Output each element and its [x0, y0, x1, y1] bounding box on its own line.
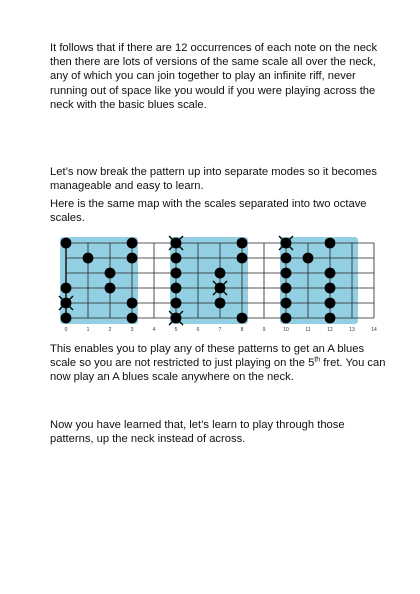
- note-dot: [281, 298, 292, 309]
- fret-number: 1: [86, 327, 90, 333]
- note-dot: [127, 298, 138, 309]
- paragraph-4-text-end: fret. You can now play an A blues scale anywhere on the neck.: [50, 357, 386, 384]
- paragraph-4-text: This enables you to play any of these patterns to get an A blues scale so you are not restricted to just playing on the 5: [50, 343, 365, 370]
- scale-highlight-3: [280, 237, 358, 324]
- note-dot: [281, 313, 292, 324]
- fret-number: 8: [240, 327, 244, 333]
- fret-number: 11: [305, 327, 311, 333]
- note-dot: [281, 268, 292, 279]
- note-dot: [127, 313, 138, 324]
- note-dot: [325, 283, 336, 294]
- ordinal-suffix: th: [314, 356, 321, 364]
- scale-highlight-1: [60, 237, 138, 324]
- fret-number: 3: [130, 327, 134, 333]
- note-dot: [325, 238, 336, 249]
- note-dot: [61, 313, 72, 324]
- note-dot: [171, 283, 182, 294]
- note-dot: [105, 268, 116, 279]
- note-dot: [171, 268, 182, 279]
- note-dot: [237, 253, 248, 264]
- fret-number: 7: [218, 327, 222, 333]
- fret-number: 5: [174, 327, 178, 333]
- note-dot: [325, 268, 336, 279]
- note-dot: [61, 238, 72, 249]
- note-dot: [325, 313, 336, 324]
- note-dot: [83, 253, 94, 264]
- fret-number: 10: [283, 327, 289, 333]
- fret-number: 4: [152, 327, 156, 333]
- note-dot: [237, 238, 248, 249]
- note-dot: [215, 268, 226, 279]
- fret-number: 12: [327, 327, 333, 333]
- paragraph-2: Let’s now break the pattern up into separate modes so it becomes manageable and easy to learn.: [50, 166, 377, 193]
- paragraph-1: It follows that if there are 12 occurrences of each note on the neck then there are lots of versions of the same scale all over the neck, any of which you can join together to play an infinite riff, never running out of space like you would if you were playing across the neck with the basic blues scale.: [50, 42, 378, 111]
- note-dot: [105, 283, 116, 294]
- note-dot: [237, 313, 248, 324]
- note-dot: [127, 253, 138, 264]
- fret-number: 13: [349, 327, 355, 333]
- note-dot: [215, 298, 226, 309]
- note-dot: [61, 283, 72, 294]
- note-dot: [281, 253, 292, 264]
- fretboard-diagram: [50, 233, 377, 335]
- paragraph-4: [50, 342, 390, 385]
- note-dot: [325, 298, 336, 309]
- fret-number: 0: [64, 327, 68, 333]
- note-dot: [171, 298, 182, 309]
- note-dot: [127, 238, 138, 249]
- scale-highlight-2: [170, 237, 248, 324]
- note-dot: [281, 283, 292, 294]
- paragraph-5: Now you have learned that, let’s learn to play through those patterns, up the neck instead of across.: [50, 419, 345, 446]
- note-dot: [303, 253, 314, 264]
- note-dot: [171, 253, 182, 264]
- paragraph-3: Here is the same map with the scales separated into two octave scales.: [50, 198, 367, 225]
- fret-number: 2: [108, 327, 112, 333]
- fret-number: 6: [196, 327, 200, 333]
- fret-number: 14: [371, 327, 377, 333]
- fret-number: 9: [262, 327, 266, 333]
